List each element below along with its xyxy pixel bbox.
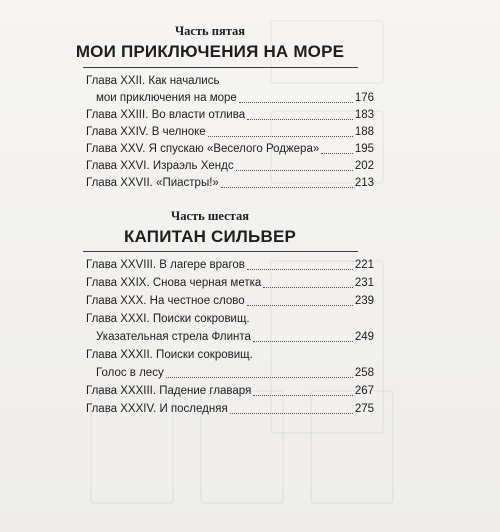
toc-entry[interactable]: [86, 107, 374, 124]
toc-entry-text: Глава XXXII. Поиски сокровищ.: [86, 349, 253, 361]
toc-entry[interactable]: [96, 329, 374, 346]
toc-entry[interactable]: [96, 365, 374, 382]
toc-entry-page: 188: [354, 126, 374, 138]
toc-entry[interactable]: [96, 90, 374, 107]
title-rule: [83, 251, 358, 252]
toc-entry[interactable]: [86, 347, 374, 364]
toc-entry-page: 202: [354, 160, 374, 172]
toc-entry-page: 275: [354, 403, 374, 415]
toc-entry-text: Глава XXX. На честное слово: [86, 295, 245, 307]
toc-entry-text: Глава XXII. Как начались: [86, 75, 220, 87]
toc-entry-text: мои приключения на море: [96, 92, 237, 104]
title-rule: [83, 67, 358, 68]
toc-entry-text: Глава XXIV. В челноке: [86, 126, 206, 138]
toc-entry-page: 195: [354, 143, 374, 155]
toc-entry-text: Голос в лесу: [96, 367, 164, 379]
toc-entry[interactable]: [86, 124, 374, 141]
toc-entry-page: 267: [354, 385, 374, 397]
part-label: Часть шестая: [171, 209, 249, 223]
toc-entry[interactable]: [86, 401, 374, 418]
toc-entry[interactable]: [86, 158, 374, 175]
toc-entry[interactable]: [86, 311, 374, 328]
toc-entry[interactable]: [86, 141, 374, 158]
toc-entry-text: Глава XXV. Я спускаю «Веселого Роджера»: [86, 143, 320, 155]
toc-entry-text: Глава XXIX. Снова черная метка: [86, 277, 262, 289]
toc-entry-page: 176: [354, 92, 374, 104]
toc-entry[interactable]: [86, 175, 374, 192]
toc-entry[interactable]: [86, 275, 374, 292]
toc-entry-text: Глава XXVIII. В лагере врагов: [86, 259, 245, 271]
toc-entry-text: Глава XXVII. «Пиастры!»: [86, 177, 219, 189]
toc-entry[interactable]: [86, 293, 374, 310]
part-label: Часть пятая: [174, 24, 246, 38]
part-title: КАПИТАН СИЛЬВЕР: [123, 227, 297, 246]
toc-entry-text: Глава XXIII. Во власти отлива: [86, 109, 246, 121]
part-title: МОИ ПРИКЛЮЧЕНИЯ НА МОРЕ: [75, 42, 345, 61]
toc-entry[interactable]: [86, 383, 374, 400]
toc-entry-page: 239: [354, 295, 374, 307]
toc-entry-page: 213: [354, 177, 374, 189]
toc-entry-text: Указательная стрела Флинта: [96, 331, 251, 343]
toc-entry-page: 221: [354, 259, 374, 271]
toc-entry[interactable]: [86, 73, 374, 90]
toc-entry-page: 231: [354, 277, 374, 289]
toc-entry-text: Глава XXXIV. И последняя: [86, 403, 228, 415]
toc-entry-page: 249: [354, 331, 374, 343]
toc-entry-text: Глава XXXI. Поиски сокровищ.: [86, 313, 250, 325]
toc-entry-text: Глава XXXIII. Падение главаря: [86, 385, 252, 397]
toc-entry-page: 183: [354, 109, 374, 121]
toc-entry-page: 258: [354, 367, 374, 379]
toc-entry-text: Глава XXVI. Израэль Хендс: [86, 160, 234, 172]
toc-entry[interactable]: [86, 257, 374, 274]
